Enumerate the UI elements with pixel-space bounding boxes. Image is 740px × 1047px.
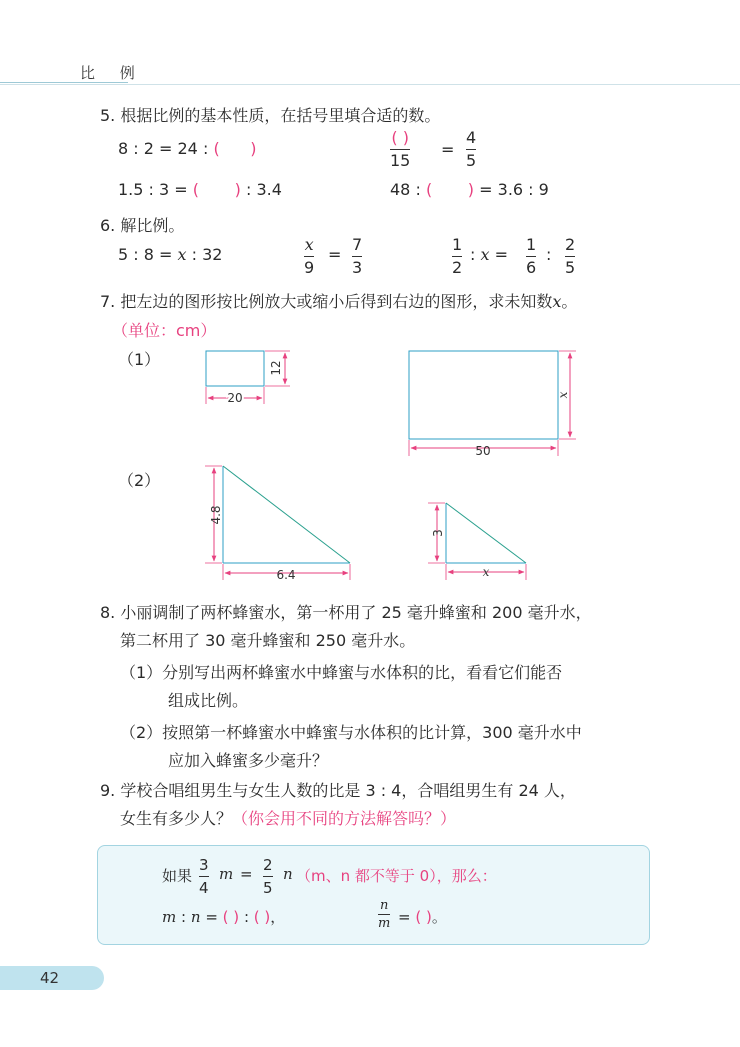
q7-label-2: （2） [118,471,161,490]
tip-eq: = [240,865,253,883]
q9-line1: 9. 学校合唱组男生与女生人数的比是 3 : 4，合唱组男生有 24 人， [100,781,576,800]
q9-line2: 女生有多少人？（你会用不同的方法解答吗？） [120,809,457,828]
fig1-large-width-label: 50 [475,444,491,458]
tip-fraction-2: 2 5 [263,856,273,897]
q8-sub2-line2: 应加入蜂蜜多少毫升？ [168,751,329,770]
fig2-big-height-label: 4.8 [209,505,223,525]
fig2-big-width-label: 6.4 [276,568,296,582]
answer-blank[interactable]: ( ) [253,908,271,926]
q8-line2: 第二杯用了 30 毫升蜂蜜和 250 毫升水。 [120,631,416,650]
q6-e3-mid: : x = [470,245,509,264]
tip-line2-end: = ( )。 [398,908,447,926]
fig1-large-height-label: x [556,391,570,399]
fig2-small-triangle [428,503,526,580]
tip-prefix: 如果 [162,867,193,885]
q5-a1: 8 : 2 = 24 : ( ) [118,139,257,158]
tip-n: n [283,865,293,883]
q6-e2-right: 7 3 [352,235,363,277]
fig1-small-rect [206,351,290,404]
q6-e2-left: x 9 [304,235,315,277]
q6-e2-eq: = [328,245,342,264]
fig2-big-triangle [205,466,350,580]
answer-blank[interactable]: ( ) [213,139,257,158]
tip-condition: （m、n 都不等于 0），那么： [296,867,497,885]
fig2-small-width-label: x [482,565,490,579]
page-number: 42 [40,969,60,987]
answer-blank[interactable]: ( ) [192,180,241,199]
q5-b2: 48 : ( ) = 3.6 : 9 [390,180,549,199]
q6-text: 6. 解比例。 [100,216,185,235]
q8-line1: 8. 小丽调制了两杯蜂蜜水，第一杯用了 25 毫升蜂蜜和 200 毫升水， [100,603,592,622]
q8-sub1-line1: （1）分别写出两杯蜂蜜水中蜂蜜与水体积的比，看看它们能否 [120,663,563,682]
q5-a2-eq: = [441,140,455,159]
q5-a2-fraction-left: ( ) 15 [390,128,411,170]
tip-box [97,845,650,945]
tip-m: m [219,865,234,883]
q8-sub2-line1: （2）按照第一杯蜂蜜水中蜂蜜与水体积的比计算，300 毫升水中 [120,723,582,742]
tip-line2: m : n = ( ) : ( )， [162,908,286,926]
q5-text: 5. 根据比例的基本性质，在括号里填合适的数。 [100,106,441,125]
q6-e3-colon: : [546,245,552,264]
q5-b1: 1.5 : 3 = ( ) : 3.4 [118,180,282,199]
q5-a2-fraction-right: 4 5 [466,128,477,170]
q9-hint: （你会用不同的方法解答吗？） [232,809,457,828]
fig1-small-height-label: 12 [269,360,283,376]
fig1-small-width-label: 20 [227,391,243,405]
q8-sub1-line2: 组成比例。 [168,691,249,710]
q7-text: 7. 把左边的图形按比例放大或缩小后得到右边的图形，求未知数x。 [100,292,578,311]
tip-fraction-n-over-m: n m [378,898,391,931]
q6-e3-frac1: 1 2 [452,235,463,277]
fig1-large-rect [409,351,576,456]
tip-fraction-1: 3 4 [199,856,209,897]
answer-blank[interactable]: ( ) [391,128,409,147]
chapter-title: 比 例 [80,64,145,82]
answer-blank[interactable]: ( ) [222,908,240,926]
q7-label-1: （1） [118,350,161,369]
q7-unit: （单位：cm） [112,321,217,340]
q6-e1: 5 : 8 = x : 32 [118,245,223,264]
answer-blank[interactable]: ( ) [425,180,475,199]
q6-e3-frac2: 1 6 [526,235,537,277]
q6-e3-frac3: 2 5 [565,235,576,277]
fig2-small-height-label: 3 [431,529,445,537]
answer-blank[interactable]: ( ) [415,908,432,926]
